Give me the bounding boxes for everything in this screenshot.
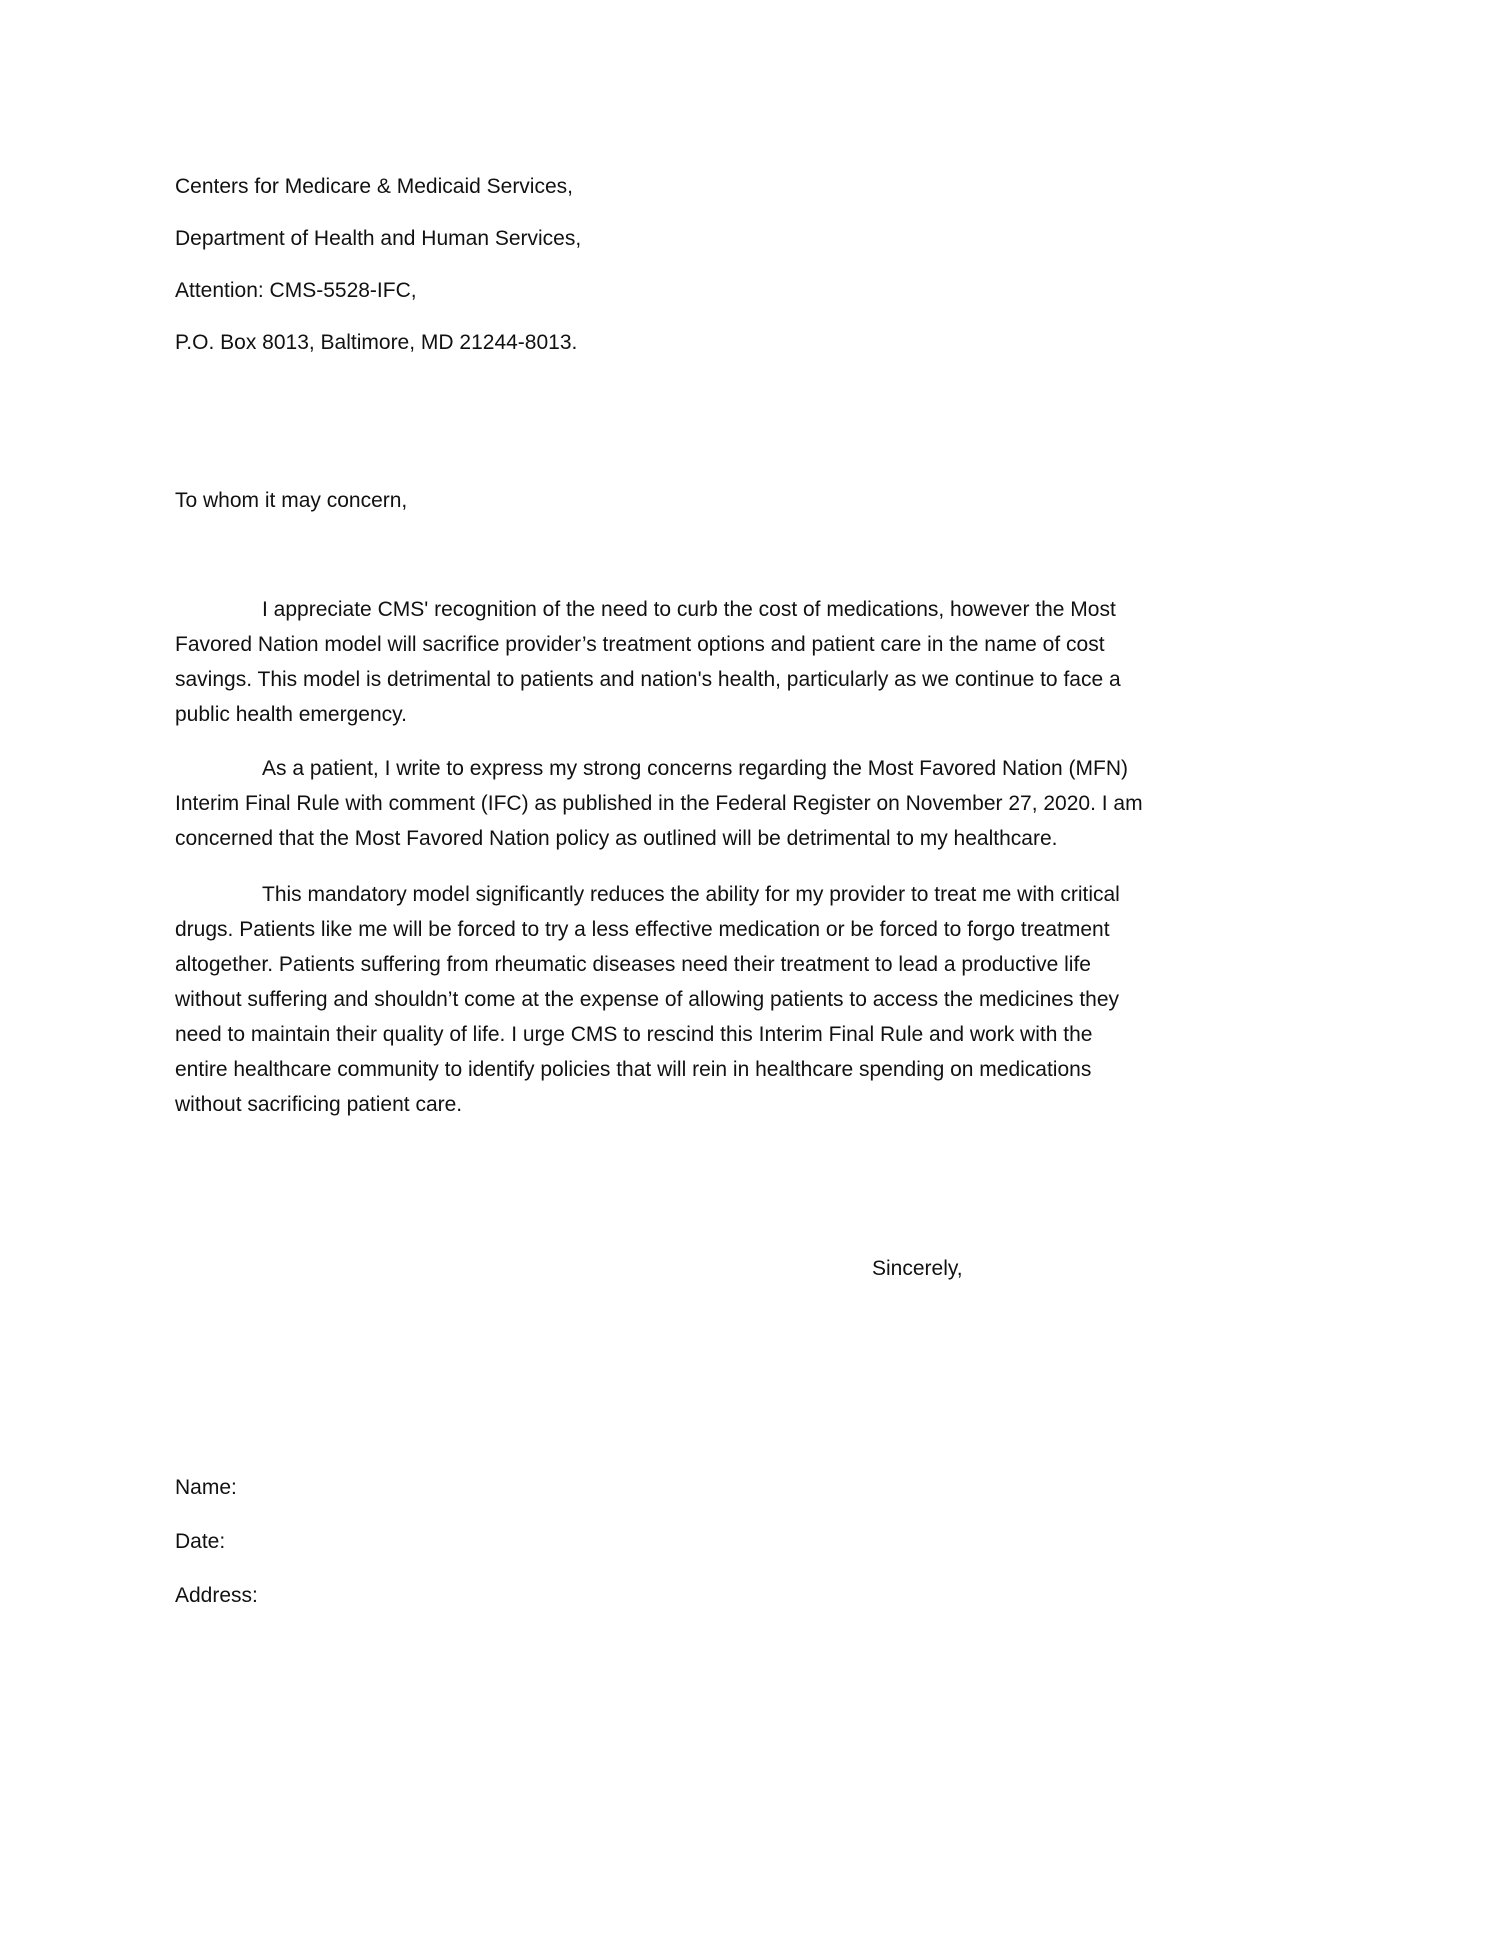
paragraph-line: without suffering and shouldn’t come at the expense of allowing patients to access the medicines they: [175, 988, 1120, 1011]
paragraph-line: As a patient, I write to express my strong concerns regarding the Most Favored Nation (MFN): [262, 757, 1129, 780]
closing: Sincerely,: [872, 1257, 963, 1280]
salutation: To whom it may concern,: [175, 489, 408, 512]
paragraph-line: altogether. Patients suffering from rheumatic diseases need their treatment to lead a productive life: [175, 953, 1091, 976]
paragraph-line: public health emergency.: [175, 703, 407, 726]
paragraph-line: without sacrificing patient care.: [175, 1093, 463, 1116]
paragraph-line: savings. This model is detrimental to patients and nation's health, particularly as we continue to face a: [175, 668, 1121, 691]
date-label: Date:: [175, 1530, 226, 1553]
name-label: Name:: [175, 1476, 237, 1499]
paragraph-line: This mandatory model significantly reduces the ability for my provider to treat me with critical: [262, 883, 1120, 906]
address-line: Attention: CMS-5528-IFC,: [175, 279, 417, 302]
paragraph-line: need to maintain their quality of life. I urge CMS to rescind this Interim Final Rule and work with the: [175, 1023, 1093, 1046]
paragraph-line: drugs. Patients like me will be forced to try a less effective medication or be forced to forgo treatment: [175, 918, 1110, 941]
paragraph-line: Interim Final Rule with comment (IFC) as published in the Federal Register on November 27, 2020. I am: [175, 792, 1143, 815]
address-label: Address:: [175, 1584, 258, 1607]
paragraph-line: Favored Nation model will sacrifice provider’s treatment options and patient care in the name of cost: [175, 633, 1105, 656]
paragraph-line: I appreciate CMS' recognition of the need to curb the cost of medications, however the Most: [262, 598, 1116, 621]
address-line: P.O. Box 8013, Baltimore, MD 21244-8013.: [175, 331, 578, 354]
address-line: Department of Health and Human Services,: [175, 227, 582, 250]
paragraph-line: concerned that the Most Favored Nation policy as outlined will be detrimental to my healthcare.: [175, 827, 1058, 850]
paragraph-line: entire healthcare community to identify policies that will rein in healthcare spending on medications: [175, 1058, 1092, 1081]
address-line: Centers for Medicare & Medicaid Services,: [175, 175, 573, 198]
